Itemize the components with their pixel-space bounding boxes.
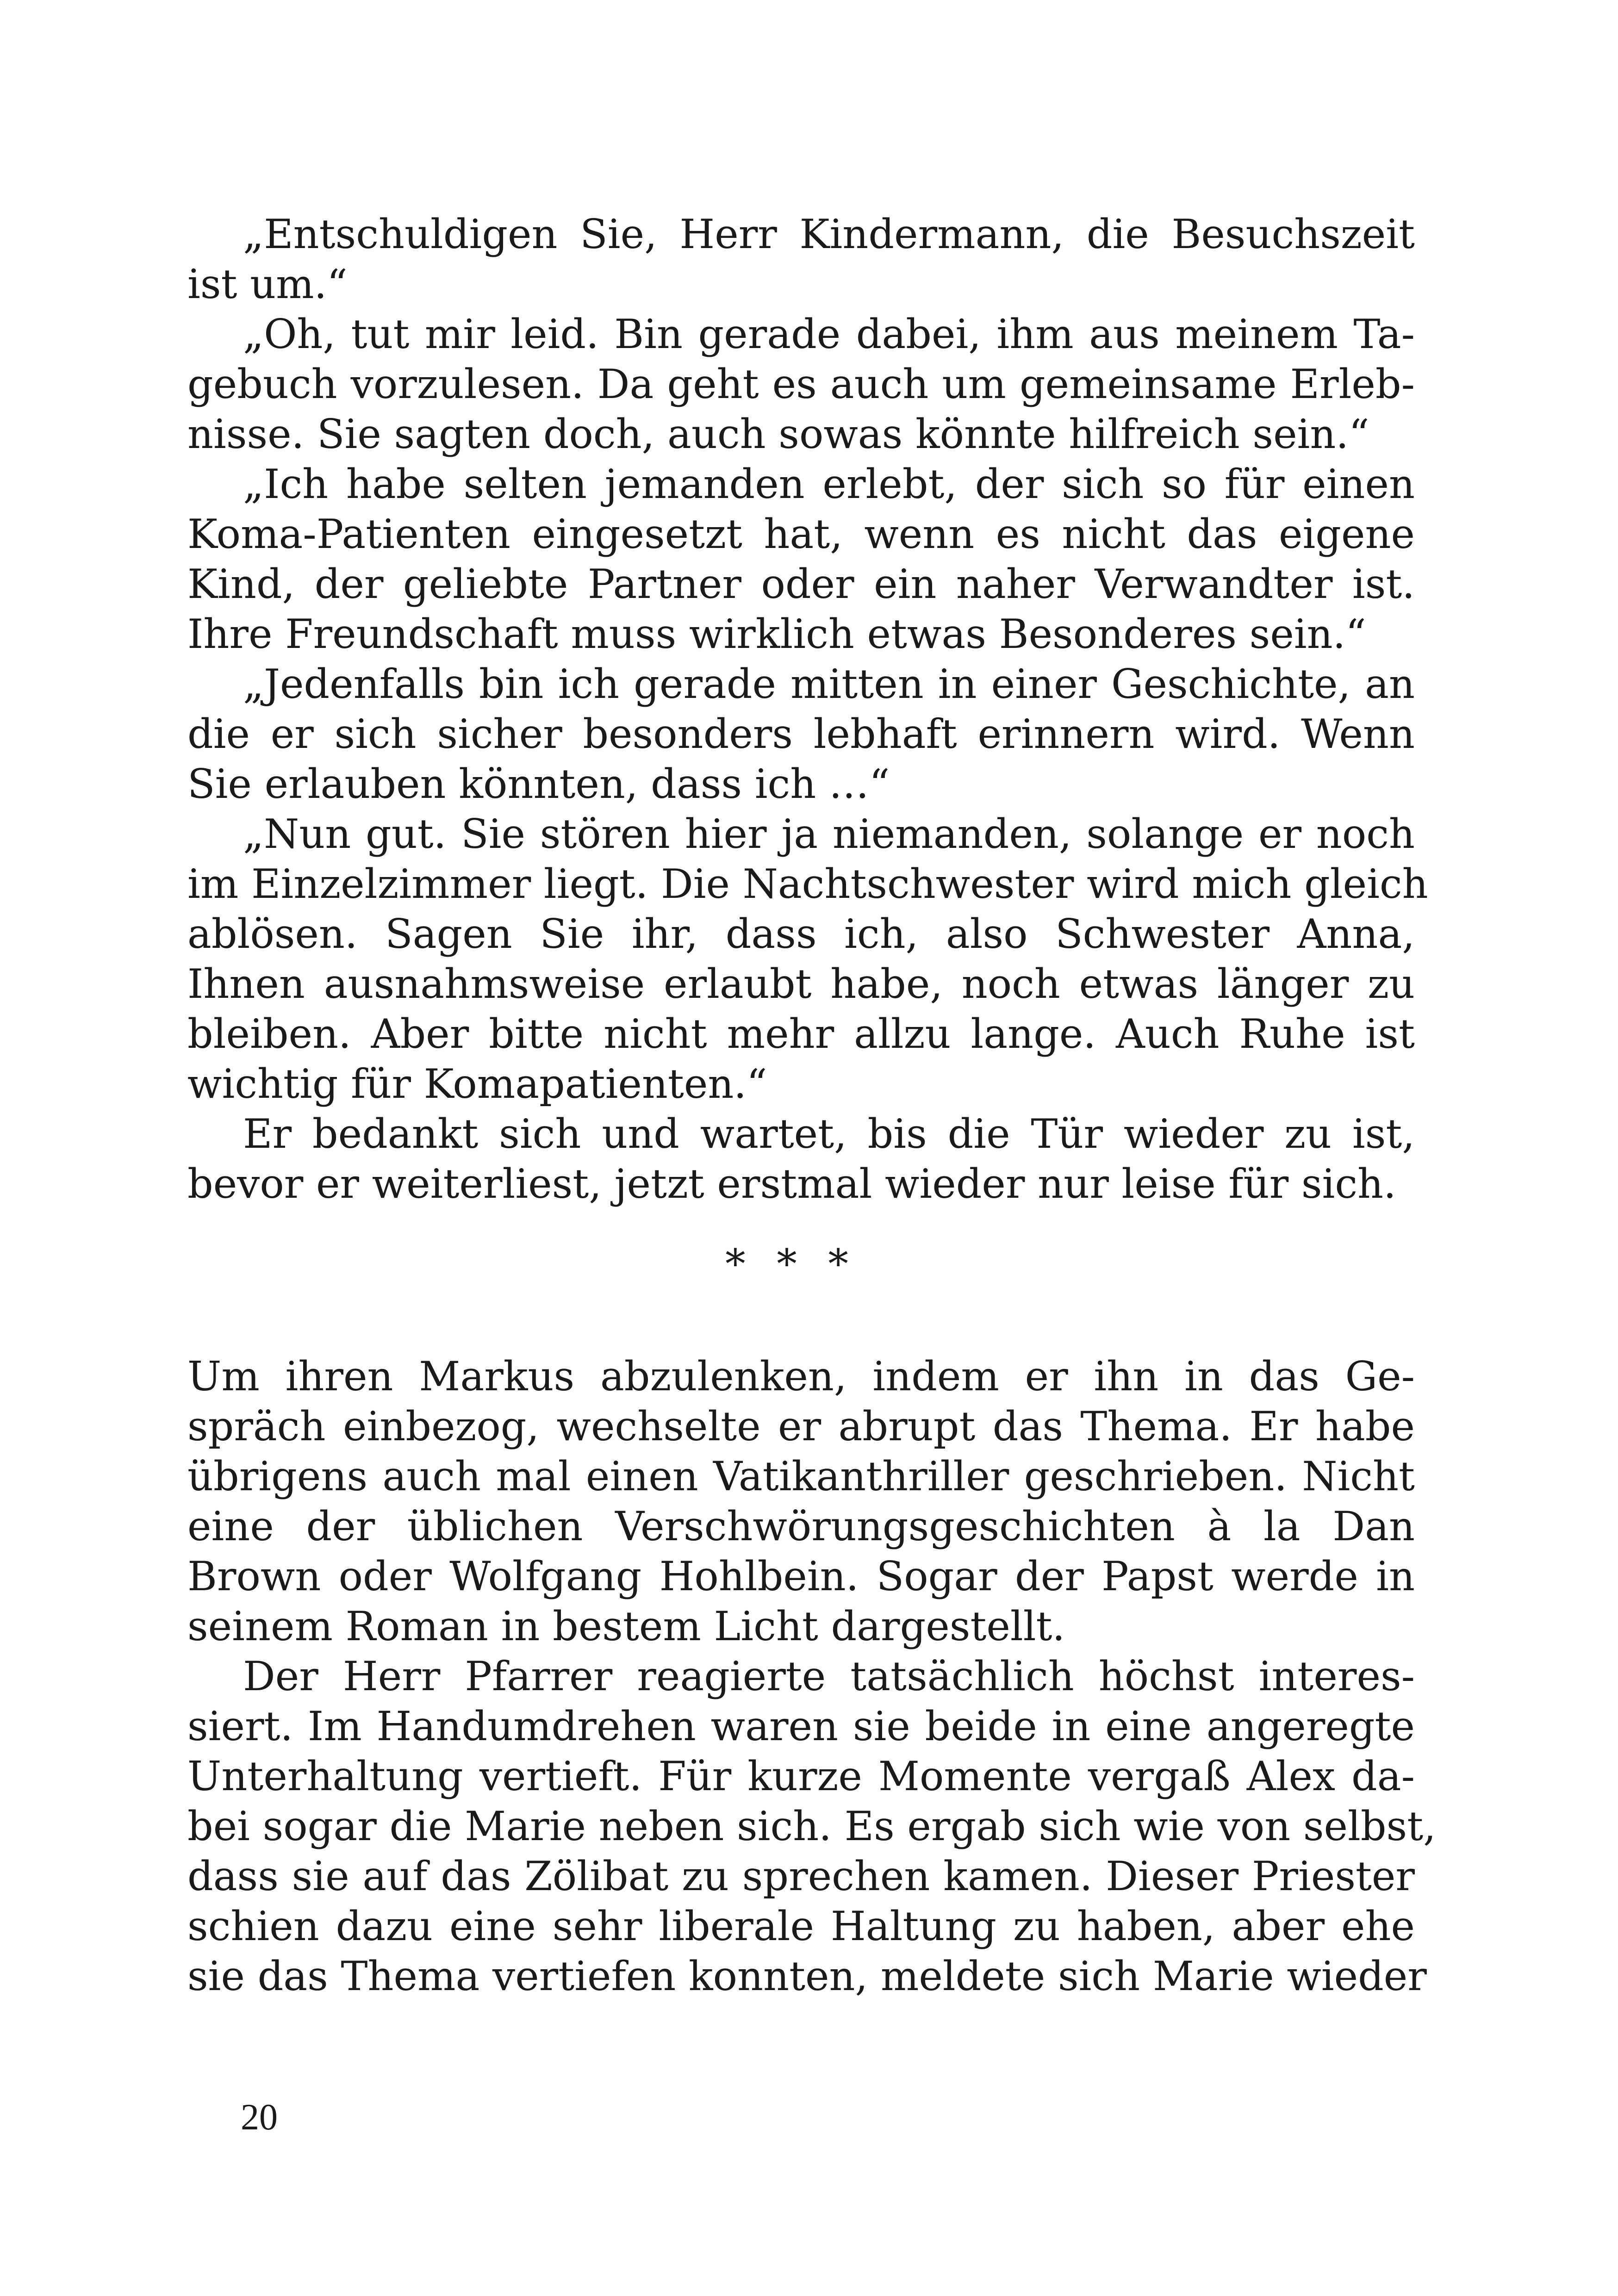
text-line: „Ich habe selten jemanden erlebt, der sich so für einen bbox=[243, 460, 1415, 508]
text-line: bei sogar die Marie neben sich. Es ergab sich wie von selbst, bbox=[187, 1803, 1436, 1850]
section-separator: * * * bbox=[725, 1240, 858, 1288]
text-line: die er sich sicher besonders lebhaft erinnern wird. Wenn bbox=[187, 710, 1415, 758]
text-line: eine der üblichen Verschwörungsgeschichten à la Dan bbox=[187, 1503, 1415, 1550]
text-line: „Oh, tut mir leid. Bin gerade dabei, ihm aus meinem Ta- bbox=[243, 311, 1415, 358]
text-line: „Jedenfalls bin ich gerade mitten in einer Geschichte, an bbox=[243, 660, 1415, 708]
text-line: schien dazu eine sehr liberale Haltung zu haben, aber ehe bbox=[187, 1903, 1415, 1950]
text-line: Unterhaltung vertieft. Für kurze Momente vergaß Alex da- bbox=[187, 1753, 1415, 1800]
text-line: Um ihren Markus abzulenken, indem er ihn in das Ge- bbox=[187, 1353, 1415, 1400]
text-line: bevor er weiterliest, jetzt erstmal wieder nur leise für sich. bbox=[187, 1160, 1396, 1207]
text-block-top bbox=[187, 209, 1428, 1209]
text-line: spräch einbezog, wechselte er abrupt das Thema. Er habe bbox=[187, 1403, 1415, 1450]
text-line: Der Herr Pfarrer reagierte tatsächlich höchst interes- bbox=[243, 1653, 1415, 1700]
text-line: Brown oder Wolfgang Hohlbein. Sogar der Papst werde in bbox=[187, 1553, 1415, 1600]
text-block-bottom bbox=[187, 1351, 1436, 2001]
text-line: Koma-Patienten eingesetzt hat, wenn es nicht das eigene bbox=[187, 510, 1415, 558]
text-line: dass sie auf das Zölibat zu sprechen kamen. Dieser Priester bbox=[187, 1853, 1415, 1900]
text-line: Kind, der geliebte Partner oder ein naher Verwandter ist. bbox=[187, 560, 1415, 608]
page-number: 20 bbox=[241, 2097, 278, 2138]
text-line: übrigens auch mal einen Vatikanthriller geschrieben. Nicht bbox=[187, 1453, 1415, 1500]
text-line: Ihre Freundschaft muss wirklich etwas Besonderes sein.“ bbox=[187, 610, 1366, 658]
text-line: ablösen. Sagen Sie ihr, dass ich, also Schwester Anna, bbox=[187, 910, 1415, 958]
text-line: wichtig für Komapatienten.“ bbox=[187, 1060, 767, 1108]
text-line: „Entschuldigen Sie, Herr Kindermann, die Besuchszeit bbox=[243, 211, 1415, 258]
text-line: ist um.“ bbox=[187, 261, 348, 308]
text-line: Ihnen ausnahmsweise erlaubt habe, noch etwas länger zu bbox=[187, 960, 1415, 1008]
text-line: nisse. Sie sagten doch, auch sowas könnte hilfreich sein.“ bbox=[187, 411, 1369, 458]
text-line: gebuch vorzulesen. Da geht es auch um gemeinsame Erleb- bbox=[187, 361, 1415, 408]
text-line: bleiben. Aber bitte nicht mehr allzu lange. Auch Ruhe ist bbox=[187, 1010, 1415, 1058]
text-line: Er bedankt sich und wartet, bis die Tür wieder zu ist, bbox=[243, 1110, 1415, 1157]
text-line: im Einzelzimmer liegt. Die Nachtschwester wird mich gleich bbox=[187, 860, 1428, 908]
text-line: seinem Roman in bestem Licht dargestellt. bbox=[187, 1603, 1065, 1650]
text-line: „Nun gut. Sie stören hier ja niemanden, solange er noch bbox=[243, 810, 1415, 858]
text-line: Sie erlauben könnten, dass ich …“ bbox=[187, 760, 890, 808]
text-line: siert. Im Handumdrehen waren sie beide in eine angeregte bbox=[187, 1703, 1415, 1750]
text-line: sie das Thema vertiefen konnten, meldete sich Marie wieder bbox=[187, 1953, 1427, 2000]
